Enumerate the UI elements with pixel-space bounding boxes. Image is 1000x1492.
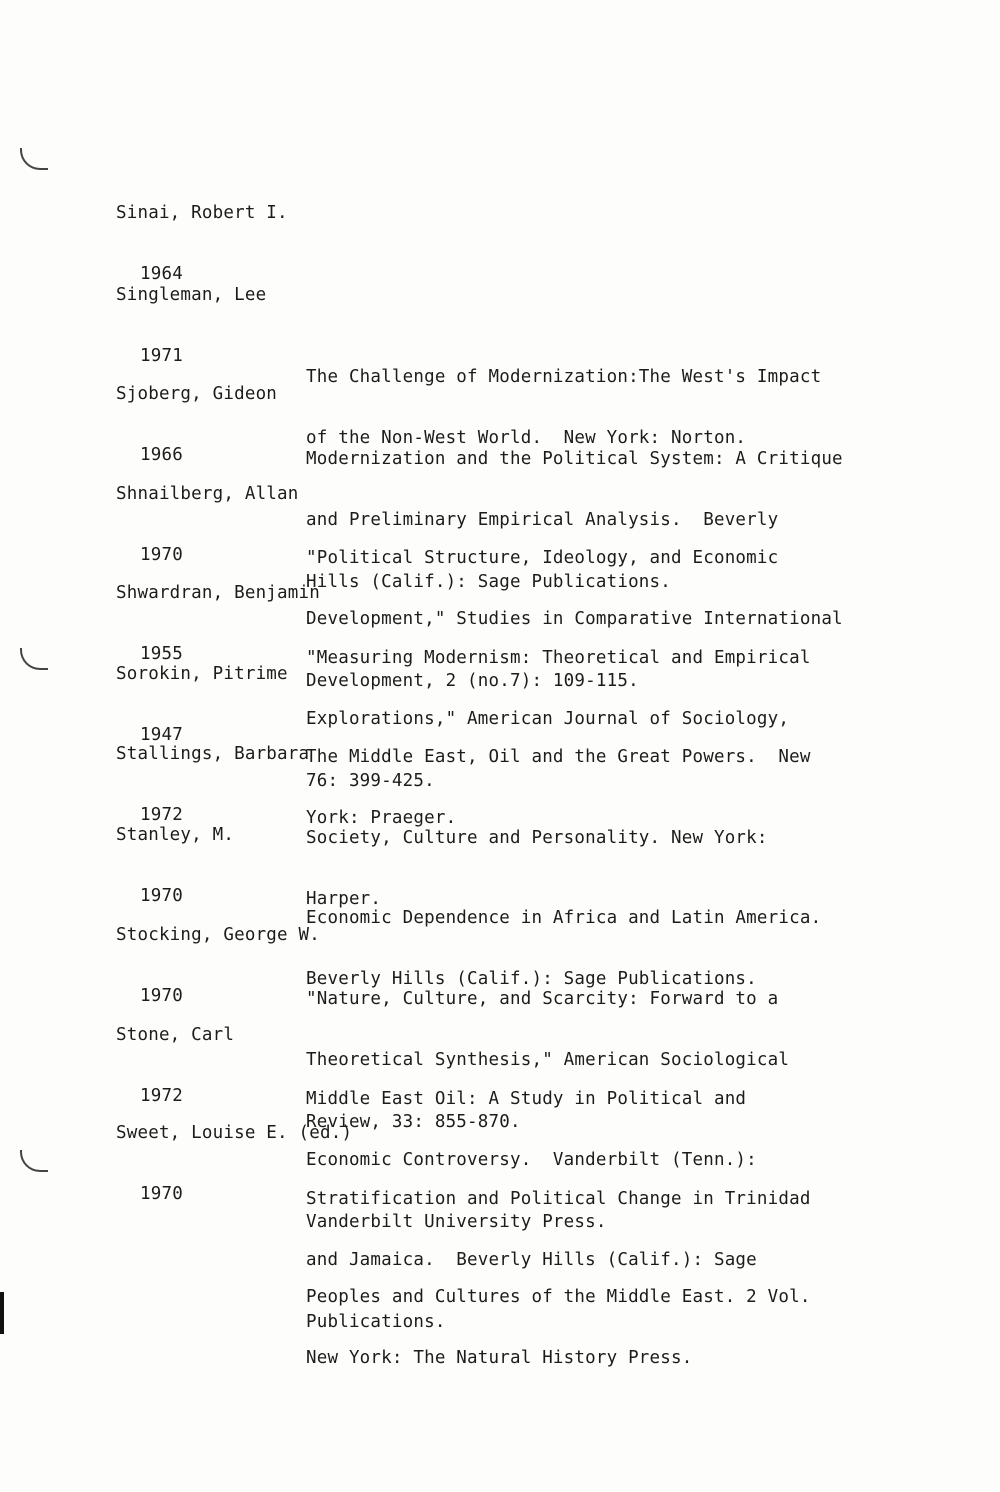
citation-line: Society, Culture and Personality. New York: [306, 827, 768, 848]
entry-author: Stone, Carl [116, 1025, 235, 1045]
citation-line: The Challenge of Modernization:The West's Impact [306, 366, 822, 387]
entry-author: Sinai, Robert I. [116, 203, 288, 223]
citation-line: Development, 2 (no.7): 109-115. [306, 670, 639, 691]
citation-line: and Jamaica. Beverly Hills (Calif.): Sage [306, 1250, 757, 1270]
citation-line: Publications. [306, 1311, 446, 1332]
citation-line: Harper. [306, 889, 382, 909]
citation-line: Hills (Calif.): Sage Publications. [306, 571, 672, 592]
entry-year: 1966 [140, 445, 183, 465]
entry-year: 1971 [140, 346, 183, 366]
entry-author: Sjoberg, Gideon [116, 384, 278, 404]
binder-hole-mark [20, 1150, 48, 1172]
entry-citation [306, 1246, 811, 1410]
entry-year: 1970 [140, 986, 183, 1006]
citation-line: Economic Dependence in Africa and Latin America. [306, 907, 822, 928]
entry-year: 1970 [140, 545, 183, 565]
entry-author: Sorokin, Pitrime [116, 664, 288, 684]
citation-line: Economic Controversy. Vanderbilt (Tenn.): [306, 1150, 757, 1170]
citation-line: Vanderbilt University Press. [306, 1211, 607, 1232]
entry-year: 1955 [140, 644, 183, 664]
binder-hole-mark [20, 648, 48, 670]
entry-year: 1964 [140, 264, 183, 284]
entry-year: 1947 [140, 725, 183, 745]
page-edge-mark [0, 1292, 4, 1334]
entry-year: 1972 [140, 805, 183, 825]
citation-line: Beverly Hills (Calif.): Sage Publications. [306, 969, 757, 989]
entry-author: Stocking, George W. [116, 925, 320, 945]
citation-line: "Political Structure, Ideology, and Economic [306, 547, 779, 568]
entry-author: Singleman, Lee [116, 285, 267, 305]
entry-author: Sweet, Louise E. (ed.) [116, 1123, 353, 1143]
citation-line: Middle East Oil: A Study in Political and [306, 1088, 747, 1109]
citation-line: "Measuring Modernism: Theoretical and Empirical [306, 647, 811, 668]
citation-line: Peoples and Cultures of the Middle East. 2 Vol. [306, 1286, 811, 1307]
entry-author: Stallings, Barbara [116, 744, 310, 764]
citation-line: Development," Studies in Comparative International [306, 609, 843, 629]
citation-line: of the Non-West World. New York: Norton. [306, 428, 747, 448]
citation-line: Theoretical Synthesis," American Sociological [306, 1050, 790, 1070]
citation-line: Modernization and the Political System: A Critique [306, 448, 843, 469]
entry-year: 1972 [140, 1086, 183, 1106]
entry-year: 1970 [140, 886, 183, 906]
entry-year: 1970 [140, 1184, 183, 1204]
citation-line: The Middle East, Oil and the Great Powers. New [306, 746, 811, 767]
bibliography-entry [116, 1082, 811, 1492]
entry-author: Shnailberg, Allan [116, 484, 299, 504]
citation-line: Stratification and Political Change in Trinidad [306, 1188, 811, 1209]
entry-author: Shwardran, Benjamin [116, 583, 320, 603]
citation-line: and Preliminary Empirical Analysis. Beverly [306, 510, 779, 530]
citation-line: Review, 33: 855-870. [306, 1111, 521, 1132]
citation-line: "Nature, Culture, and Scarcity: Forward to a [306, 988, 779, 1009]
citation-line: York: Praeger. [306, 808, 457, 828]
citation-line: Explorations," American Journal of Sociology, [306, 709, 790, 729]
binder-hole-mark [20, 148, 48, 170]
citation-line: 76: 399-425. [306, 770, 435, 791]
entry-author: Stanley, M. [116, 825, 235, 845]
citation-line: New York: The Natural History Press. [306, 1348, 693, 1368]
